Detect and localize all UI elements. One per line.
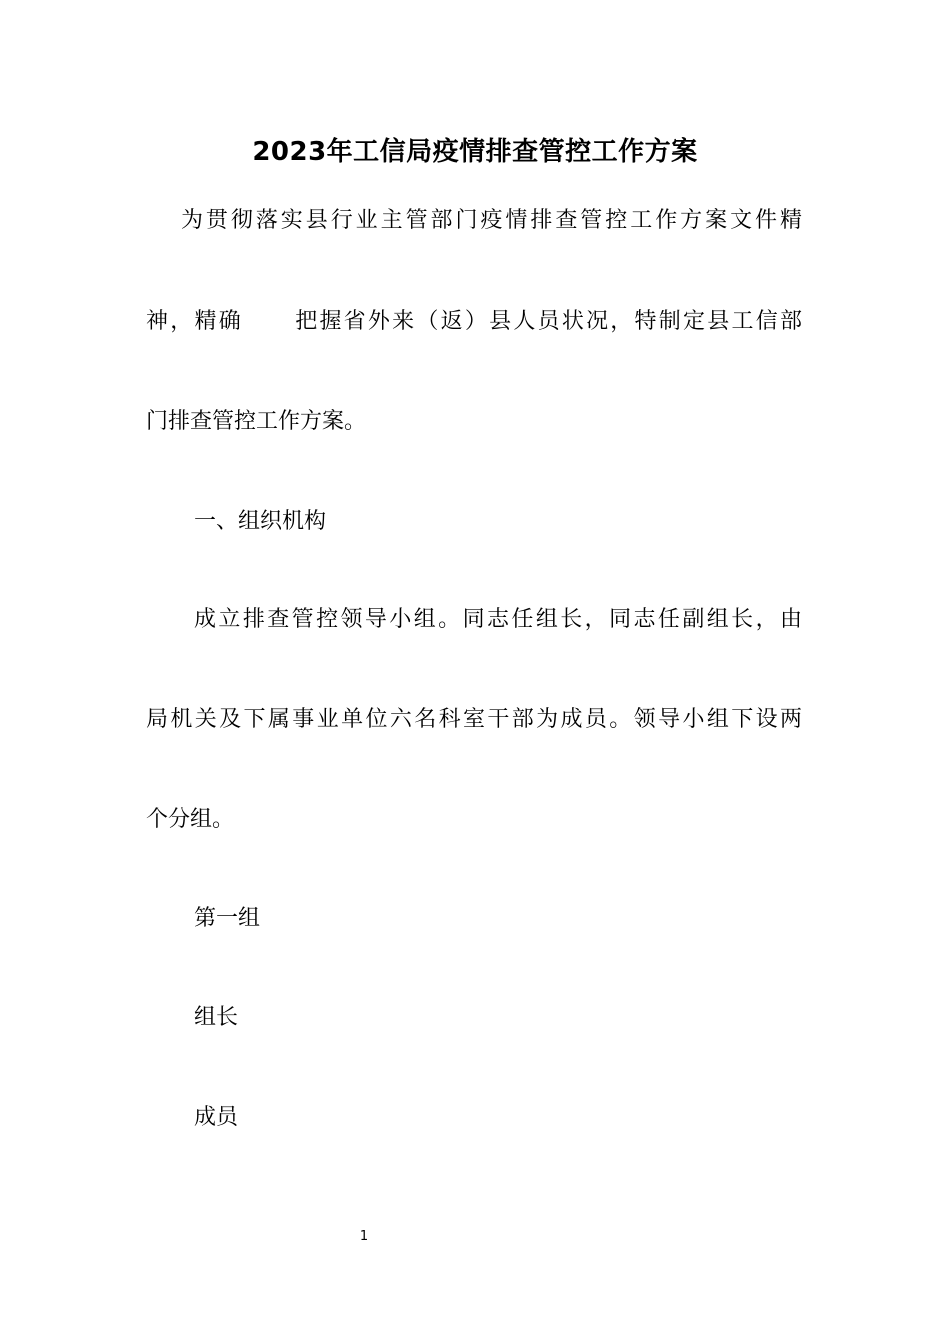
document-title: 2023年工信局疫情排查管控工作方案: [252, 137, 698, 167]
intro-line-1-text: 为贯彻落实县行业主管部门疫情排查管控工作方案文件精: [178, 208, 802, 233]
intro-line-2: [146, 305, 802, 339]
section1-line-1: 成立排查管控领导小组。同志任组长，同志任副组长，由: [194, 607, 802, 632]
group1-label: 第一组: [194, 906, 261, 931]
section1-line-3: 个分组。: [146, 807, 235, 832]
page-number: 1: [359, 1229, 369, 1244]
intro-line-2-text-b: 把握省外来（返）县人员状况，特制定县工信部: [292, 309, 802, 334]
intro-line-3: 门排查管控工作方案。: [146, 409, 367, 434]
intro-line-2-text-a: 神，精确: [146, 309, 243, 334]
section-heading-organization: 一、组织机构: [194, 509, 327, 534]
group1-member-label: 成员: [194, 1105, 239, 1130]
group1-leader-label: 组长: [194, 1005, 239, 1030]
intro-line-1: [146, 204, 802, 238]
section1-line-2: 局机关及下属事业单位六名科室干部为成员。领导小组下设两: [146, 707, 802, 732]
